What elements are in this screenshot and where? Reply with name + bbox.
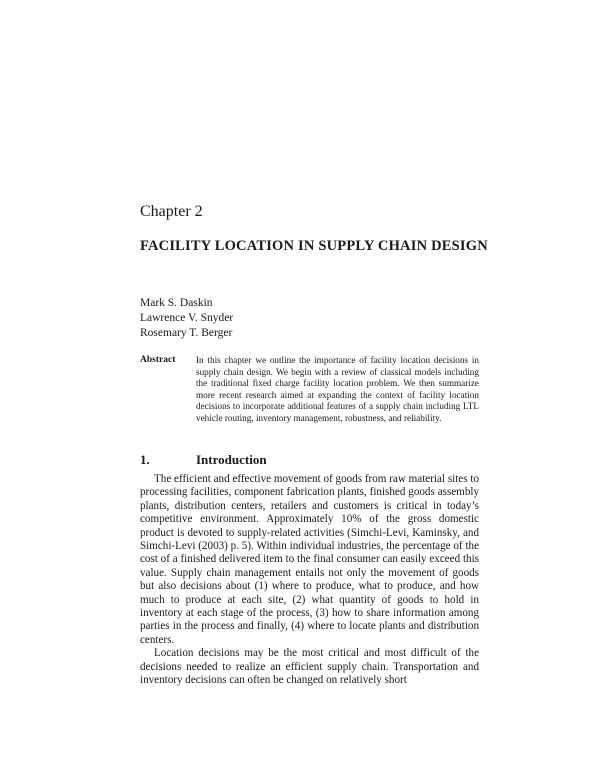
author-list [140, 296, 233, 341]
author-name: Lawrence V. Snyder [140, 312, 234, 324]
abstract-text: In this chapter we outline the importance of facility location decisions in supply chain design. We begin with a review of classical models including the traditional fixed charge facility location problem. We then summarize more recent research aimed at expanding the context of facility location decisions to incorporate additional features of a supply chain including LTL vehicle routing, inventory management, robustness, and reliability. [196, 355, 479, 423]
chapter-label: Chapter 2 [140, 203, 203, 220]
author-name: Rosemary T. Berger [140, 327, 233, 339]
section-heading [140, 452, 267, 468]
section-body [140, 473, 479, 688]
section-number: 1. [140, 452, 150, 467]
abstract-label: Abstract [140, 355, 176, 365]
author-name: Mark S. Daskin [140, 297, 213, 309]
body-paragraph: Location decisions may be the most critical and most difficult of the decisions needed to realize an efficient supply chain. Transportation and inventory decisions can often be changed on relatively short [140, 647, 479, 687]
chapter-title: FACILITY LOCATION IN SUPPLY CHAIN DESIGN [140, 238, 488, 254]
section-title: Introduction [196, 452, 267, 467]
body-paragraph: The efficient and effective movement of goods from raw material sites to processing facilities, component fabrication plants, finished goods assembly plants, distribution centers, retailers and customers is critical in today’s competitive environment. Approximately 10% of the gross domestic product is devoted to supply-related activities (Simchi-Levi, Kaminsky, and Simchi-Levi (2003) p. 5). Within individual industries, the percentage of the cost of a finished delivered item to the final consumer can easily exceed this value. Supply chain management entails not only the movement of goods but also decisions about (1) where to produce, what to produce, and how much to produce at each site, (2) what quantity of goods to hold in inventory at each stage of the process, (3) how to share information among parties in the process and finally, (4) where to locate plants and distribution centers. [140, 473, 479, 646]
